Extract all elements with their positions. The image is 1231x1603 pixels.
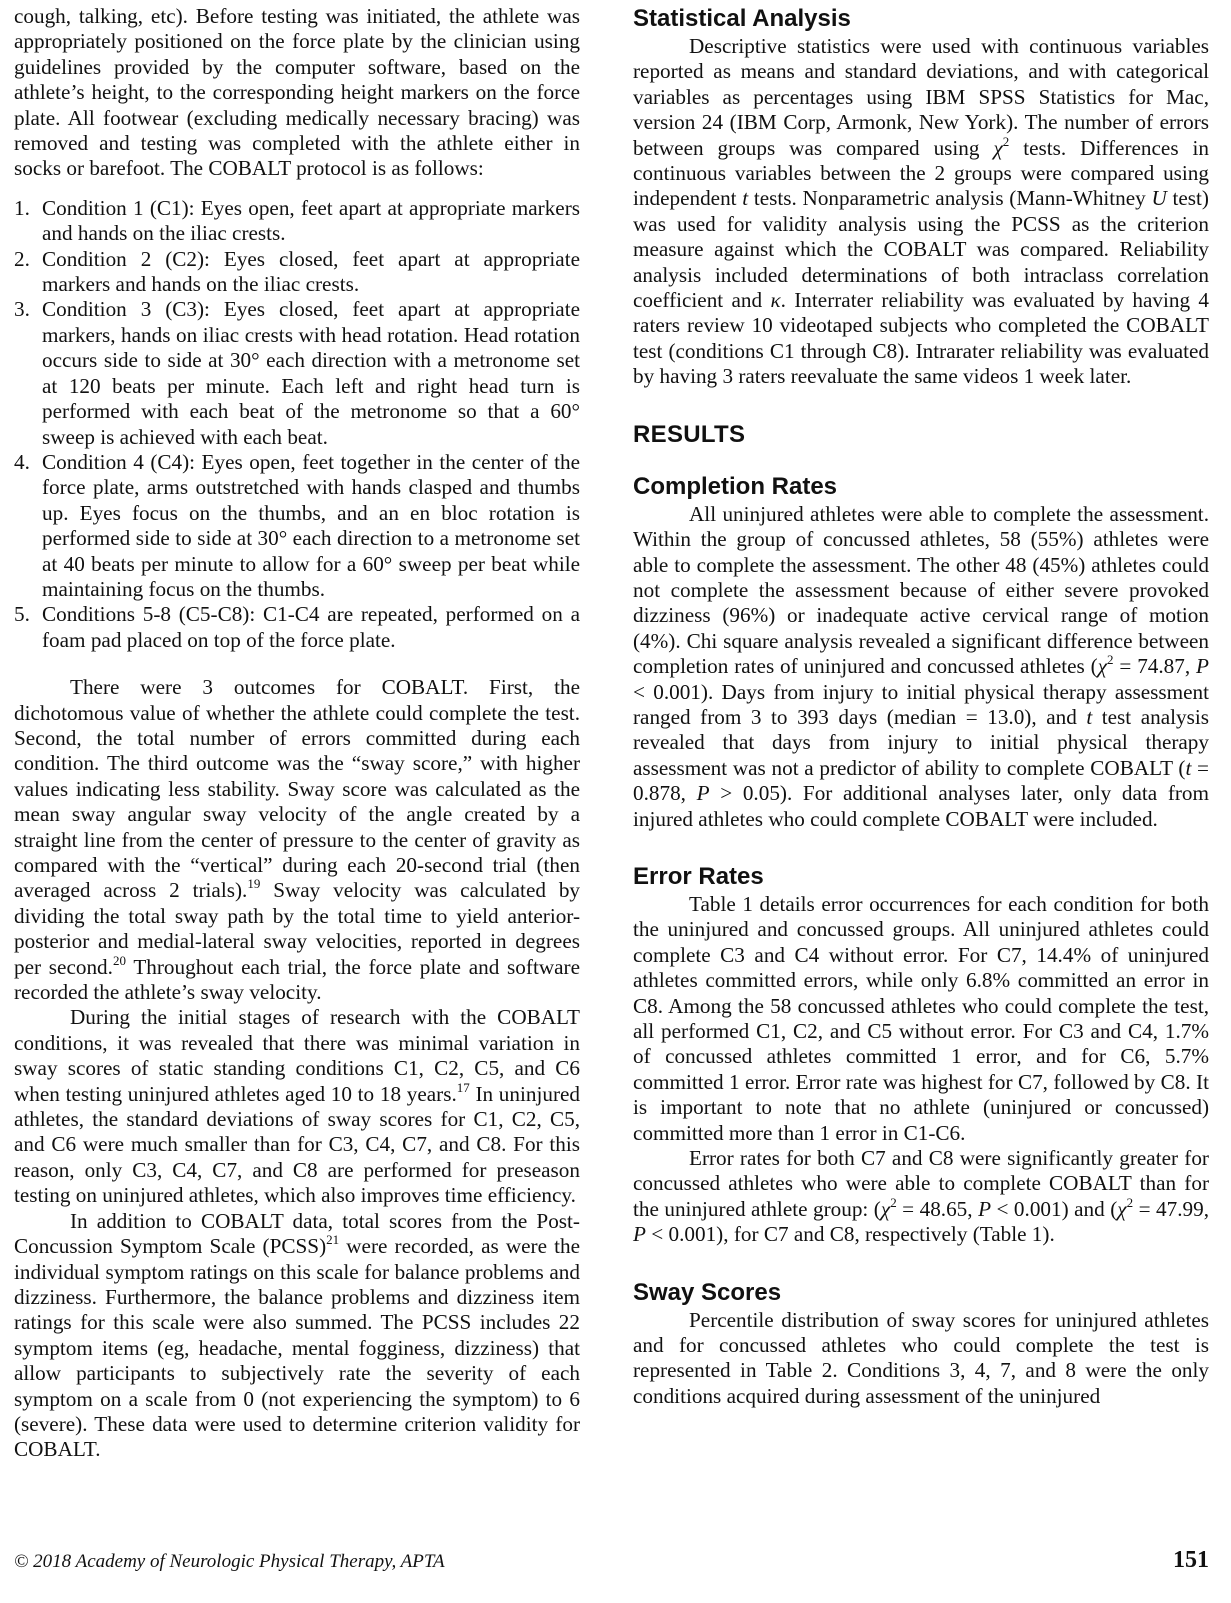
p-symbol: P [633, 1222, 646, 1247]
chi-symbol: χ [1097, 654, 1108, 679]
list-item [14, 297, 580, 449]
chi-symbol: χ [993, 135, 1003, 160]
superscript: 2 [1002, 133, 1010, 149]
text-run: were recorded, as were the individual symptom ratings on this scale for balance problems and dizziness. Furthermore, the balance problems and dizziness item ratings for this scale were also summed. The PCSS includes 22 symptom items (eg, headache, mental fogginess, dizziness) that allow participants to subjectively rate the severity of each symptom on a scale from 0 (not experiencing the symptom) to 6 (severe). These data were used to determine criterion validity for COBALT. [14, 1234, 581, 1462]
section-heading-completion-rates: Completion Rates [633, 472, 838, 500]
page-footer [14, 1547, 1209, 1581]
section-heading-statistical-analysis: Statistical Analysis [633, 5, 851, 32]
p-symbol: P [978, 1196, 992, 1221]
text-run: = 48.65, [896, 1196, 979, 1221]
citation-ref: 21 [326, 1232, 340, 1248]
text-run: < 0.001) and ( [991, 1196, 1118, 1221]
outcomes-paragraph [14, 675, 580, 1005]
text-run: Error rates for both C7 and C8 were significantly greater for concussed athletes who were able to complete COBALT than for the uninjured athlete group: ( [633, 1146, 1209, 1221]
text-run: test) was used for validity analysis using the PCSS as the criterion measure against which the COBALT was compared. Reliability analysis included determinations of both intraclass correlation coefficient and [633, 186, 1209, 313]
text-run: tests. Nonparametric analysis (Mann-Whitney [748, 186, 1152, 211]
text-run: Throughout each trial, the force plate and software recorded the athlete’s sway velocity. [14, 954, 580, 1005]
citation-ref: 20 [112, 952, 126, 968]
copyright-notice: © 2018 Academy of Neurologic Physical Therapy, APTA [14, 1551, 445, 1572]
list-item [14, 450, 580, 602]
chi-symbol: χ [880, 1196, 891, 1221]
right-column [633, 4, 1209, 1409]
error-rates-paragraph: Table 1 details error occurrences for each condition for both the uninjured and concussed groups. All uninjured athletes could complete C3 and C4 without error. For C7, 14.4% of uninjured athletes committed errors, while only 6.8% committed an error in C8. Among the 58 concussed athletes who could complete the test, all performed C1, C2, and C5 without error. For C3 and C4, 1.7% of concussed athletes committed 1 error, and for C6, 5.7% committed 1 error. Error rate was highest for C7, followed by C8. It is important to note that no athlete (uninjured or concussed) committed more than 1 error in C1-C6. [633, 891, 1209, 1145]
text-run: In addition to COBALT data, total scores from the Post-Concussion Symptom Scale (PCSS) [14, 1208, 580, 1259]
intro-paragraph: cough, talking, etc). Before testing was initiated, the athlete was appropriately positioned on the force plate by the clinician using guidelines provided by the computer software, based on the athlete’s height, to the corresponding height markers on the force plate. All footwear (excluding medically necessary bracing) was removed and testing was completed with the athlete either in socks or barefoot. The COBALT protocol is as follows: [14, 4, 580, 181]
text-run: There were 3 outcomes for COBALT. First, the dichotomous value of whether the athlete could complete the test. Second, the total number of errors committed during each condition. The third outcome was the “sway score,” with higher values indicating less stability. Sway score was calculated as the mean sway angular sway velocity of the angle created by a straight line from the center of pressure to the center of gravity as compared with the “vertical” during each 20-second trial (then averaged across 2 trials). [14, 675, 580, 903]
text-run: In uninjured athletes, the standard deviations of sway scores for C1, C2, C5, and C6 were much smaller than for C3, C4, C7, and C8. For this reason, only C3, C4, C7, and C8 are performed for preseason testing on uninjured athletes, which also improves time efficiency. [14, 1081, 580, 1208]
list-number: 4. [14, 449, 30, 474]
text-run: < 0.001). Days from injury to initial physical therapy assessment ranged from 3 to 393 days (median = 13.0), and [633, 679, 1209, 729]
list-item [14, 602, 580, 653]
citation-ref: 17 [456, 1079, 470, 1095]
list-text: Condition 4 (C4): Eyes open, feet together in the center of the force plate, arms outstretched with hands clasped and thumbs up. Eyes focus on the thumbs, and an en bloc rotation is performed side to side at 30° each direction to a metronome set at 40 beats per minute to allow for a 60° sweep per beat while maintaining focus on the thumbs. [42, 449, 580, 601]
text-run: Descriptive statistics were used with continuous variables reported as means and standard deviations, and with categorical variables as percentages using IBM SPSS Statistics for Mac, version 24 (IBM Corp, Armonk, New York). The number of errors between groups was compared using [633, 34, 1209, 160]
t-symbol: t [1086, 704, 1093, 729]
text-run: = 47.99, [1133, 1196, 1209, 1221]
section-heading-sway-scores: Sway Scores [633, 1278, 782, 1306]
text-run: = 0.878, [633, 755, 1210, 806]
list-text: Condition 1 (C1): Eyes open, feet apart at appropriate markers and hands on the iliac crests. [42, 195, 580, 246]
list-item [14, 196, 580, 247]
superscript: 2 [1126, 1194, 1134, 1210]
text-run: > 0.05). For additional analyses later, only data from injured athletes who could complete COBALT were included. [633, 781, 1210, 831]
protocol-list [14, 196, 580, 653]
list-text: Condition 2 (C2): Eyes closed, feet apart at appropriate markers and hands on the iliac crests. [42, 246, 580, 297]
superscript: 2 [890, 1194, 897, 1210]
statistical-analysis-paragraph [633, 34, 1209, 390]
p-symbol: P [696, 781, 710, 806]
chi-symbol: χ [1117, 1196, 1127, 1221]
text-run: = 74.87, [1113, 654, 1197, 679]
list-number: 3. [14, 297, 30, 322]
list-text: Conditions 5-8 (C5-C8): C1-C4 are repeated, performed on a foam pad placed on top of the force plate. [42, 602, 580, 652]
list-number: 1. [14, 195, 30, 220]
kappa-symbol: κ [770, 288, 781, 313]
list-number: 2. [14, 246, 30, 271]
text-run: < 0.001), for C7 and C8, respectively (Table 1). [645, 1222, 1055, 1247]
u-symbol: U [1151, 186, 1167, 211]
citation-ref: 19 [247, 876, 261, 892]
text-run: All uninjured athletes were able to complete the assessment. Within the group of concussed athletes, 58 (55%) athletes were able to complete the assessment. The other 48 (45%) athletes could not complete the assessment because of either severe provoked dizziness (96%) or inadequate active cervical range of motion (4%). Chi square analysis revealed a significant difference between completion rates of uninjured and concussed athletes ( [633, 501, 1209, 679]
t-symbol: t [1185, 755, 1192, 780]
text-run: Sway velocity was calculated by dividing the total sway path by the total time to yield anterior-posterior and medial-lateral sway velocities, reported in degrees per second. [14, 878, 581, 979]
sway-scores-paragraph: Percentile distribution of sway scores for uninjured athletes and for concussed athletes who could complete the test is represented in Table 2. Conditions 3, 4, 7, and 8 were the only conditions acquired during assessment of the uninjured [633, 1307, 1209, 1408]
initial-stages-paragraph [14, 1005, 580, 1208]
left-column [14, 4, 580, 1463]
list-number: 5. [14, 602, 30, 627]
text-run: tests. Differences in continuous variables between the 2 groups were compared using independent [633, 135, 1210, 211]
superscript: 2 [1107, 652, 1114, 668]
completion-rates-paragraph [633, 502, 1209, 832]
page-number: 151 [1173, 1547, 1209, 1573]
error-rates-paragraph-2 [633, 1146, 1209, 1248]
text-run: test analysis revealed that days from injury to initial physical therapy assessment was not a predictor of ability to complete COBALT ( [633, 704, 1209, 780]
section-heading-error-rates: Error Rates [633, 862, 764, 890]
list-item [14, 247, 580, 298]
p-symbol: P [1196, 654, 1209, 679]
text-run: . Interrater reliability was evaluated by having 4 raters review 10 videotaped subjects who completed the COBALT test (conditions C1 through C8). Intrarater reliability was evaluated by having 3 raters reevaluate the same videos 1 week later. [633, 288, 1209, 389]
t-symbol: t [742, 186, 749, 211]
list-text: Condition 3 (C3): Eyes closed, feet apart at appropriate markers, hands on iliac crests with head rotation. Head rotation occurs side to side at 30° each direction with a metronome set at 120 beats per minute. Each left and right head turn is performed with each beat of the metronome so that a 60° sweep is achieved with each beat. [42, 297, 580, 449]
text-run: During the initial stages of research with the COBALT conditions, it was revealed that there was minimal variation in sway scores of static standing conditions C1, C2, C5, and C6 when testing uninjured athletes aged 10 to 18 years. [14, 1005, 580, 1106]
section-heading-results: RESULTS [633, 420, 746, 448]
pcss-paragraph [14, 1209, 580, 1463]
